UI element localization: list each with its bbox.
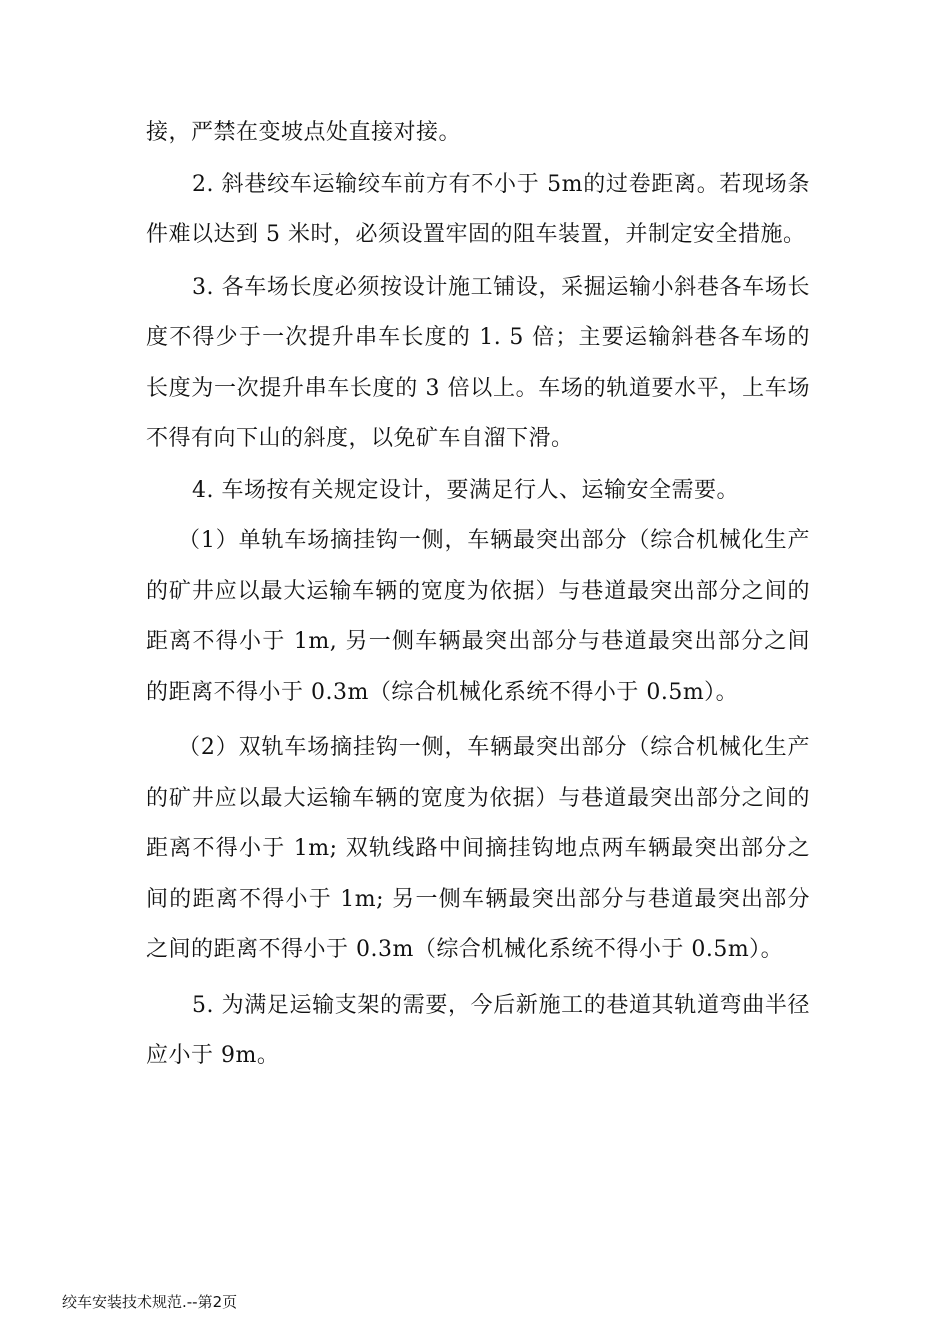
paragraph-item-4: 4. 车场按有关规定设计，要满足行人、运输安全需要。	[192, 477, 739, 503]
paragraph-subitem-1: （1）单轨车场摘挂钩一侧，车辆最突出部分（综合机械化生产的矿井应以最大运输车辆的宽度为依据）与巷道最突出部分之间的距离不得小于 1m, 另一侧车辆最突出部分与巷道最突出部分之间的距离不得小于 0.3m（综合机械化系统不得小于 0.5m）。	[146, 528, 810, 705]
paragraph-item-2: 2. 斜巷绞车运输绞车前方有不小于 5m的过卷距离。若现场条件难以达到 5 米时，必须设置牢固的阻车装置，并制定安全措施。	[146, 171, 810, 247]
paragraph-subitem-2: （2）双轨车场摘挂钩一侧，车辆最突出部分（综合机械化生产的矿井应以最大运输车辆的宽度为依据）与巷道最突出部分之间的距离不得小于 1m; 双轨线路中间摘挂钩地点两车辆最突出部分之间的距离不得小于 1m; 另一侧车辆最突出部分与巷道最突出部分之间的距离不得小于 0.3m（综合机械化系统不得小于 0.5m）。	[146, 735, 810, 962]
paragraph-continuation: 接，严禁在变坡点处直接对接。	[146, 120, 462, 145]
document-body	[146, 108, 810, 1082]
page-footer: 绞车安装技术规范.--第2页	[62, 1293, 238, 1311]
paragraph-item-3: 3. 各车场长度必须按设计施工铺设，采掘运输小斜巷各车场长度不得少于一次提升串车长度的 1. 5 倍；主要运输斜巷各车场的长度为一次提升串车长度的 3 倍以上。车场的轨道要水平，上车场不得有向下山的斜度，以免矿车自溜下滑。	[146, 274, 810, 451]
paragraph-item-5: 5. 为满足运输支架的需要，今后新施工的巷道其轨道弯曲半径应小于 9m。	[146, 992, 810, 1068]
